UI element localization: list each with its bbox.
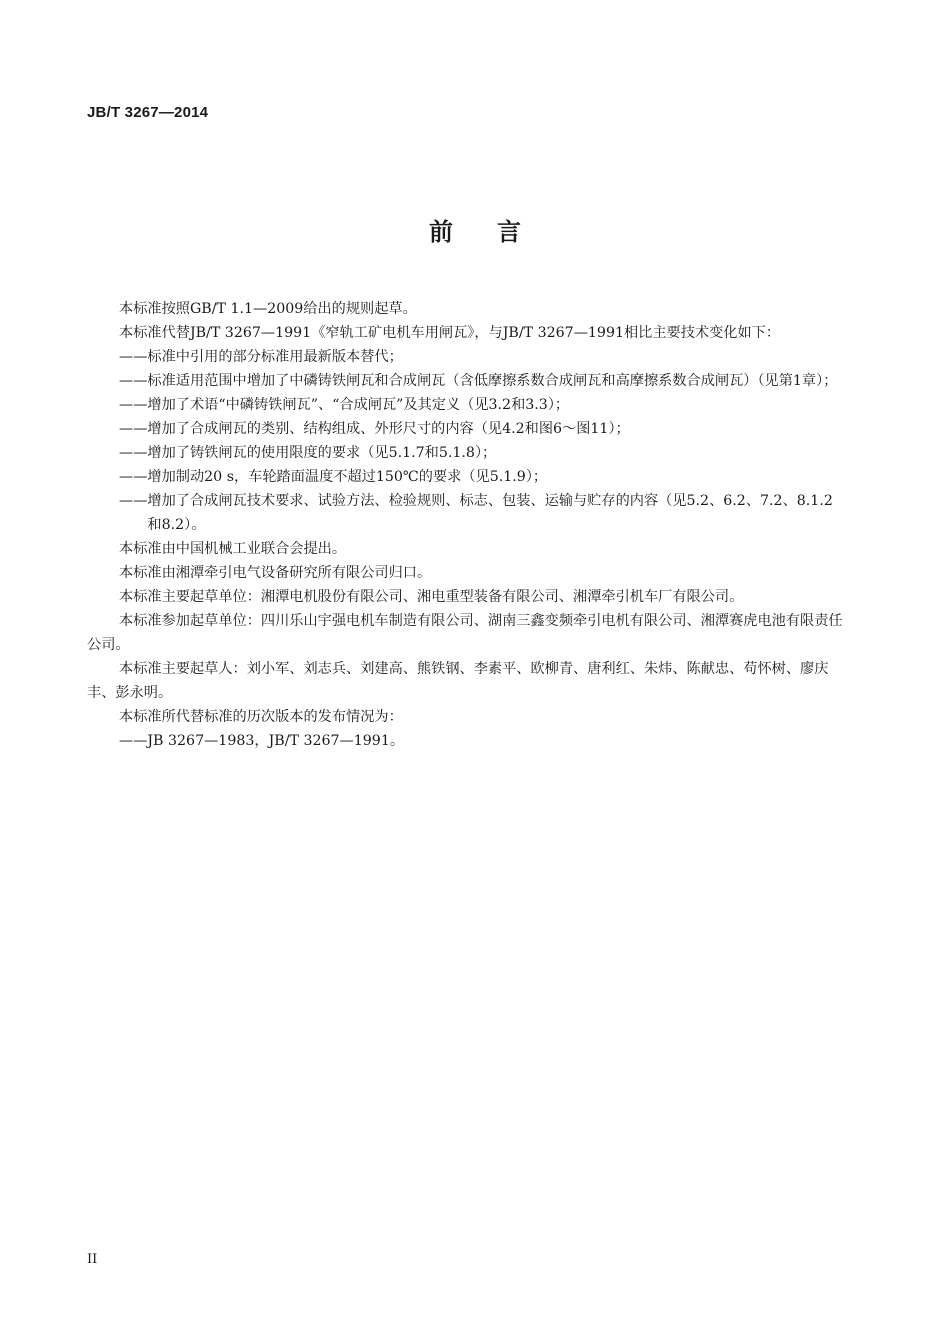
paragraph-participating-units: 本标准参加起草单位：四川乐山宇强电机车制造有限公司、湖南三鑫变频牵引电机有限公司、湘潭赛虎电池有限责任公司。	[87, 613, 843, 653]
paragraph-main-drafters: 本标准主要起草人：刘小军、刘志兵、刘建高、熊铁钢、李素平、欧柳青、唐利红、朱炜、陈献忠、苟怀树、廖庆丰、彭永明。	[87, 661, 829, 701]
dash-mark: ——	[119, 445, 148, 461]
paragraph-proposer: 本标准由中国机械工业联合会提出。	[119, 541, 347, 557]
standard-code: JB/T 3267—2014	[87, 104, 209, 121]
change-text: 标准适用范围中增加了中磷铸铁闸瓦和合成闸瓦（含低摩擦系数合成闸瓦和高摩擦系数合成闸瓦）（见第1章）；	[147, 373, 838, 389]
change-item	[87, 345, 847, 369]
dash-mark: ——	[119, 421, 148, 437]
change-item	[87, 393, 847, 417]
change-item	[87, 465, 847, 489]
paragraph-replacement: 本标准代替JB/T 3267—1991《窄轨工矿电机车用闸瓦》，与JB/T 3267—1991相比主要技术变化如下：	[119, 325, 781, 341]
dash-mark: ——	[119, 493, 148, 509]
page-title: 前言	[429, 218, 565, 246]
paragraph-drafting-rules: 本标准按照GB/T 1.1—2009给出的规则起草。	[119, 301, 417, 317]
paragraph-main-drafting-units: 本标准主要起草单位：湘潭电机股份有限公司、湘电重型装备有限公司、湘潭牵引机车厂有限公司。	[119, 589, 744, 605]
change-text: 增加了合成闸瓦技术要求、试验方法、检验规则、标志、包装、运输与贮存的内容（见5.2、6.2、7.2、8.1.2和8.2）。	[147, 493, 833, 533]
paragraph-administrator: 本标准由湘潭牵引电气设备研究所有限公司归口。	[119, 565, 432, 581]
change-item	[87, 417, 847, 441]
change-item	[87, 441, 847, 465]
dash-mark: ——	[119, 469, 148, 485]
change-item	[87, 369, 847, 393]
change-text: 增加了合成闸瓦的类别、结构组成、外形尺寸的内容（见4.2和图6～图11）；	[147, 421, 630, 437]
foreword-body	[87, 297, 847, 753]
dash-mark: ——	[119, 733, 148, 749]
paragraph-history-intro: 本标准所代替标准的历次版本的发布情况为：	[119, 709, 403, 725]
change-text: 增加了铸铁闸瓦的使用限度的要求（见5.1.7和5.1.8）；	[147, 445, 497, 461]
history-text: JB 3267—1983，JB/T 3267—1991。	[147, 733, 405, 749]
change-text: 标准中引用的部分标准用最新版本替代；	[147, 349, 403, 365]
dash-mark: ——	[119, 373, 148, 389]
history-item	[87, 729, 847, 753]
change-text: 增加制动20 s，车轮踏面温度不超过150℃的要求（见5.1.9）；	[147, 469, 548, 485]
change-text: 增加了术语“中磷铸铁闸瓦”、“合成闸瓦”及其定义（见3.2和3.3）；	[147, 397, 570, 413]
change-item	[87, 489, 847, 537]
dash-mark: ——	[119, 349, 148, 365]
page-number: II	[87, 1252, 98, 1267]
dash-mark: ——	[119, 397, 148, 413]
